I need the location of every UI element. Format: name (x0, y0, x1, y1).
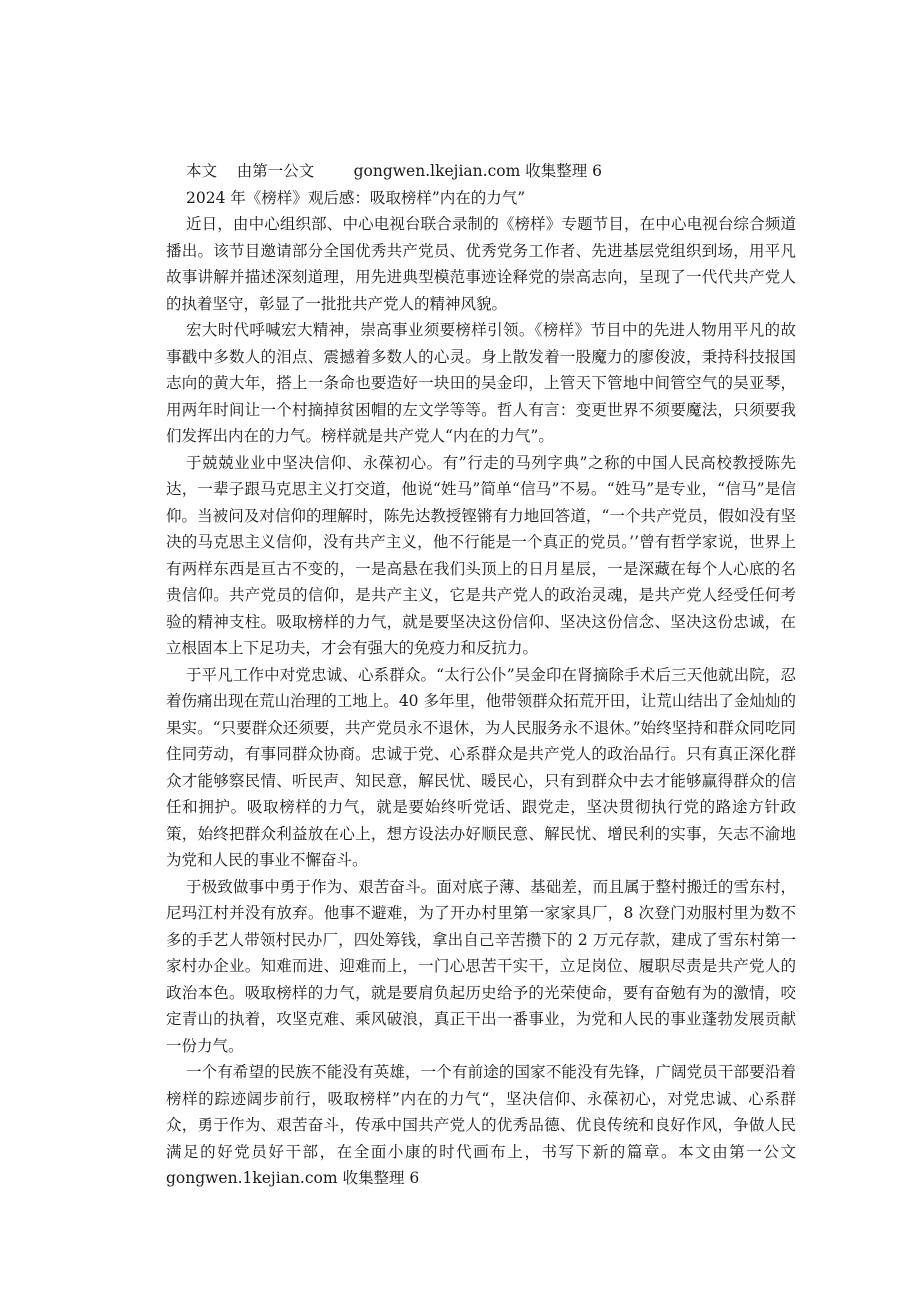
document-title: 2024 年《榜样》观后感：吸取榜样”内在的力气” (186, 188, 526, 207)
document-body (166, 158, 796, 1192)
paragraph-conclusion: 一个有希望的民族不能没有英雄，一个有前途的国家不能没有先锋，广阔党员干部要沿着榜样的踪迹阔步前行，吸取榜样”内在的力气“，坚决信仰、永葆初心，对党忠诚、心系群众，勇于作为、艰苦奋斗，传承中国共产党人的优秀品德、优良传统和良好作风，争做人民满足的好党员好干部，在全面小康的时代画布上，书写下新的篇章。本文由第一公文 gongwen.1kejian.com 收集整理 6 (166, 1063, 796, 1187)
paragraph-faith: 于兢兢业业中坚决信仰、永葆初心。有”行走的马列字典”之称的中国人民高校教授陈先达，一辈子跟马克思主义打交道，他说“姓马”简单“信马”不易。“姓马”是专业，“信马”是信仰。当被问及对信仰的理解时，陈先达教授铿锵有力地回答道，“一个共产党员，假如没有坚决的马克思主义信仰，没有共产主义，他不行能是一个真正的党员。’’曾有哲学家说，世界上有两样东西是亘古不变的，一是高悬在我们头顶上的日月星辰，一是深藏在每个人心底的名贵信仰。共产党员的信仰，是共产主义，它是共产党人的政治灵魂，是共产党人经受任何考验的精神支柱。吸取榜样的力气，就是要坚决这份信仰、坚决这份信念、坚决这份忠诚，在立根固本上下足功夫，才会有强大的免疫力和反抗力。 (166, 453, 796, 657)
paragraph-intro: 近日，由中心组织部、中心电视台联合录制的《榜样》专题节目，在中心电视台综合频道播出。该节目邀请部分全国优秀共产党员、优秀党务工作者、先进基层党组织到场，用平凡故事讲解并描述深刻道理，用先进典型模范事迹诠释党的崇高志向，呈现了一代代共产党人的执着坚守，彰显了一批批共产党人的精神风貌。 (166, 215, 796, 313)
paragraph-struggle: 于极致做事中勇于作为、艰苦奋斗。面对底子薄、基础差，而且属于整村搬迁的雪东村，尼玛江村并没有放弃。他事不避难，为了开办村里第一家家具厂，8 次登门劝服村里为数不多的手艺人带领村民办厂，四处筹钱，拿出自己辛苦攒下的 2 万元存款，建成了雪东村第一家村办企业。知难而进、迎难而上，一门心思苦干实干，立足岗位、履职尽责是共产党人的政治本色。吸取榜样的力气，就是要肩负起历史给予的光荣使命，要有奋勉有为的激情，咬定青山的执着，攻坚克难、乘风破浪，真正干出一番事业，为党和人民的事业蓬勃发展贡献一份力气。 (166, 877, 796, 1055)
paragraph-spirit: 宏大时代呼喊宏大精神，崇高事业须要榜样引领。《榜样》节目中的先进人物用平凡的故事戳中多数人的泪点、震撼着多数人的心灵。身上散发着一股魔力的廖俊波，秉持科技报国志向的黄大年，搭上一条命也要造好一块田的吴金印，上管天下管地中间管空气的吴亚琴，用两年时间让一个村摘掉贫困帽的左文学等等。哲人有言：变更世界不须要魔法，只须要我们发挥出内在的力气。榜样就是共产党人“内在的力气”。 (166, 321, 796, 445)
source-header: 本文 由第一公文 gongwen.lkejian.com 收集整理 6 (186, 162, 602, 180)
paragraph-loyalty: 于平凡工作中对党忠诚、心系群众。“太行公仆”吴金印在肾摘除手术后三天他就出院，忍着伤痛出现在荒山治理的工地上。40 多年里，他带领群众拓荒开田，让荒山结出了金灿灿的果实。“只要群众还须要，共产党员永不退休，为人民服务永不退休。”始终坚持和群众同吃同住同劳动，有事同群众协商。忠诚于党、心系群众是共产党人的政治品行。只有真正深化群众才能够察民情、听民声、知民意，解民忧、暖民心，只有到群众中去才能够赢得群众的信任和拥护。吸取榜样的力气，就是要始终听党话、跟党走，坚决贯彻执行党的路途方针政策，始终把群众利益放在心上，想方设法办好顺民意、解民忧、增民利的实事，矢志不渝地为党和人民的事业不懈奋斗。 (166, 665, 796, 869)
